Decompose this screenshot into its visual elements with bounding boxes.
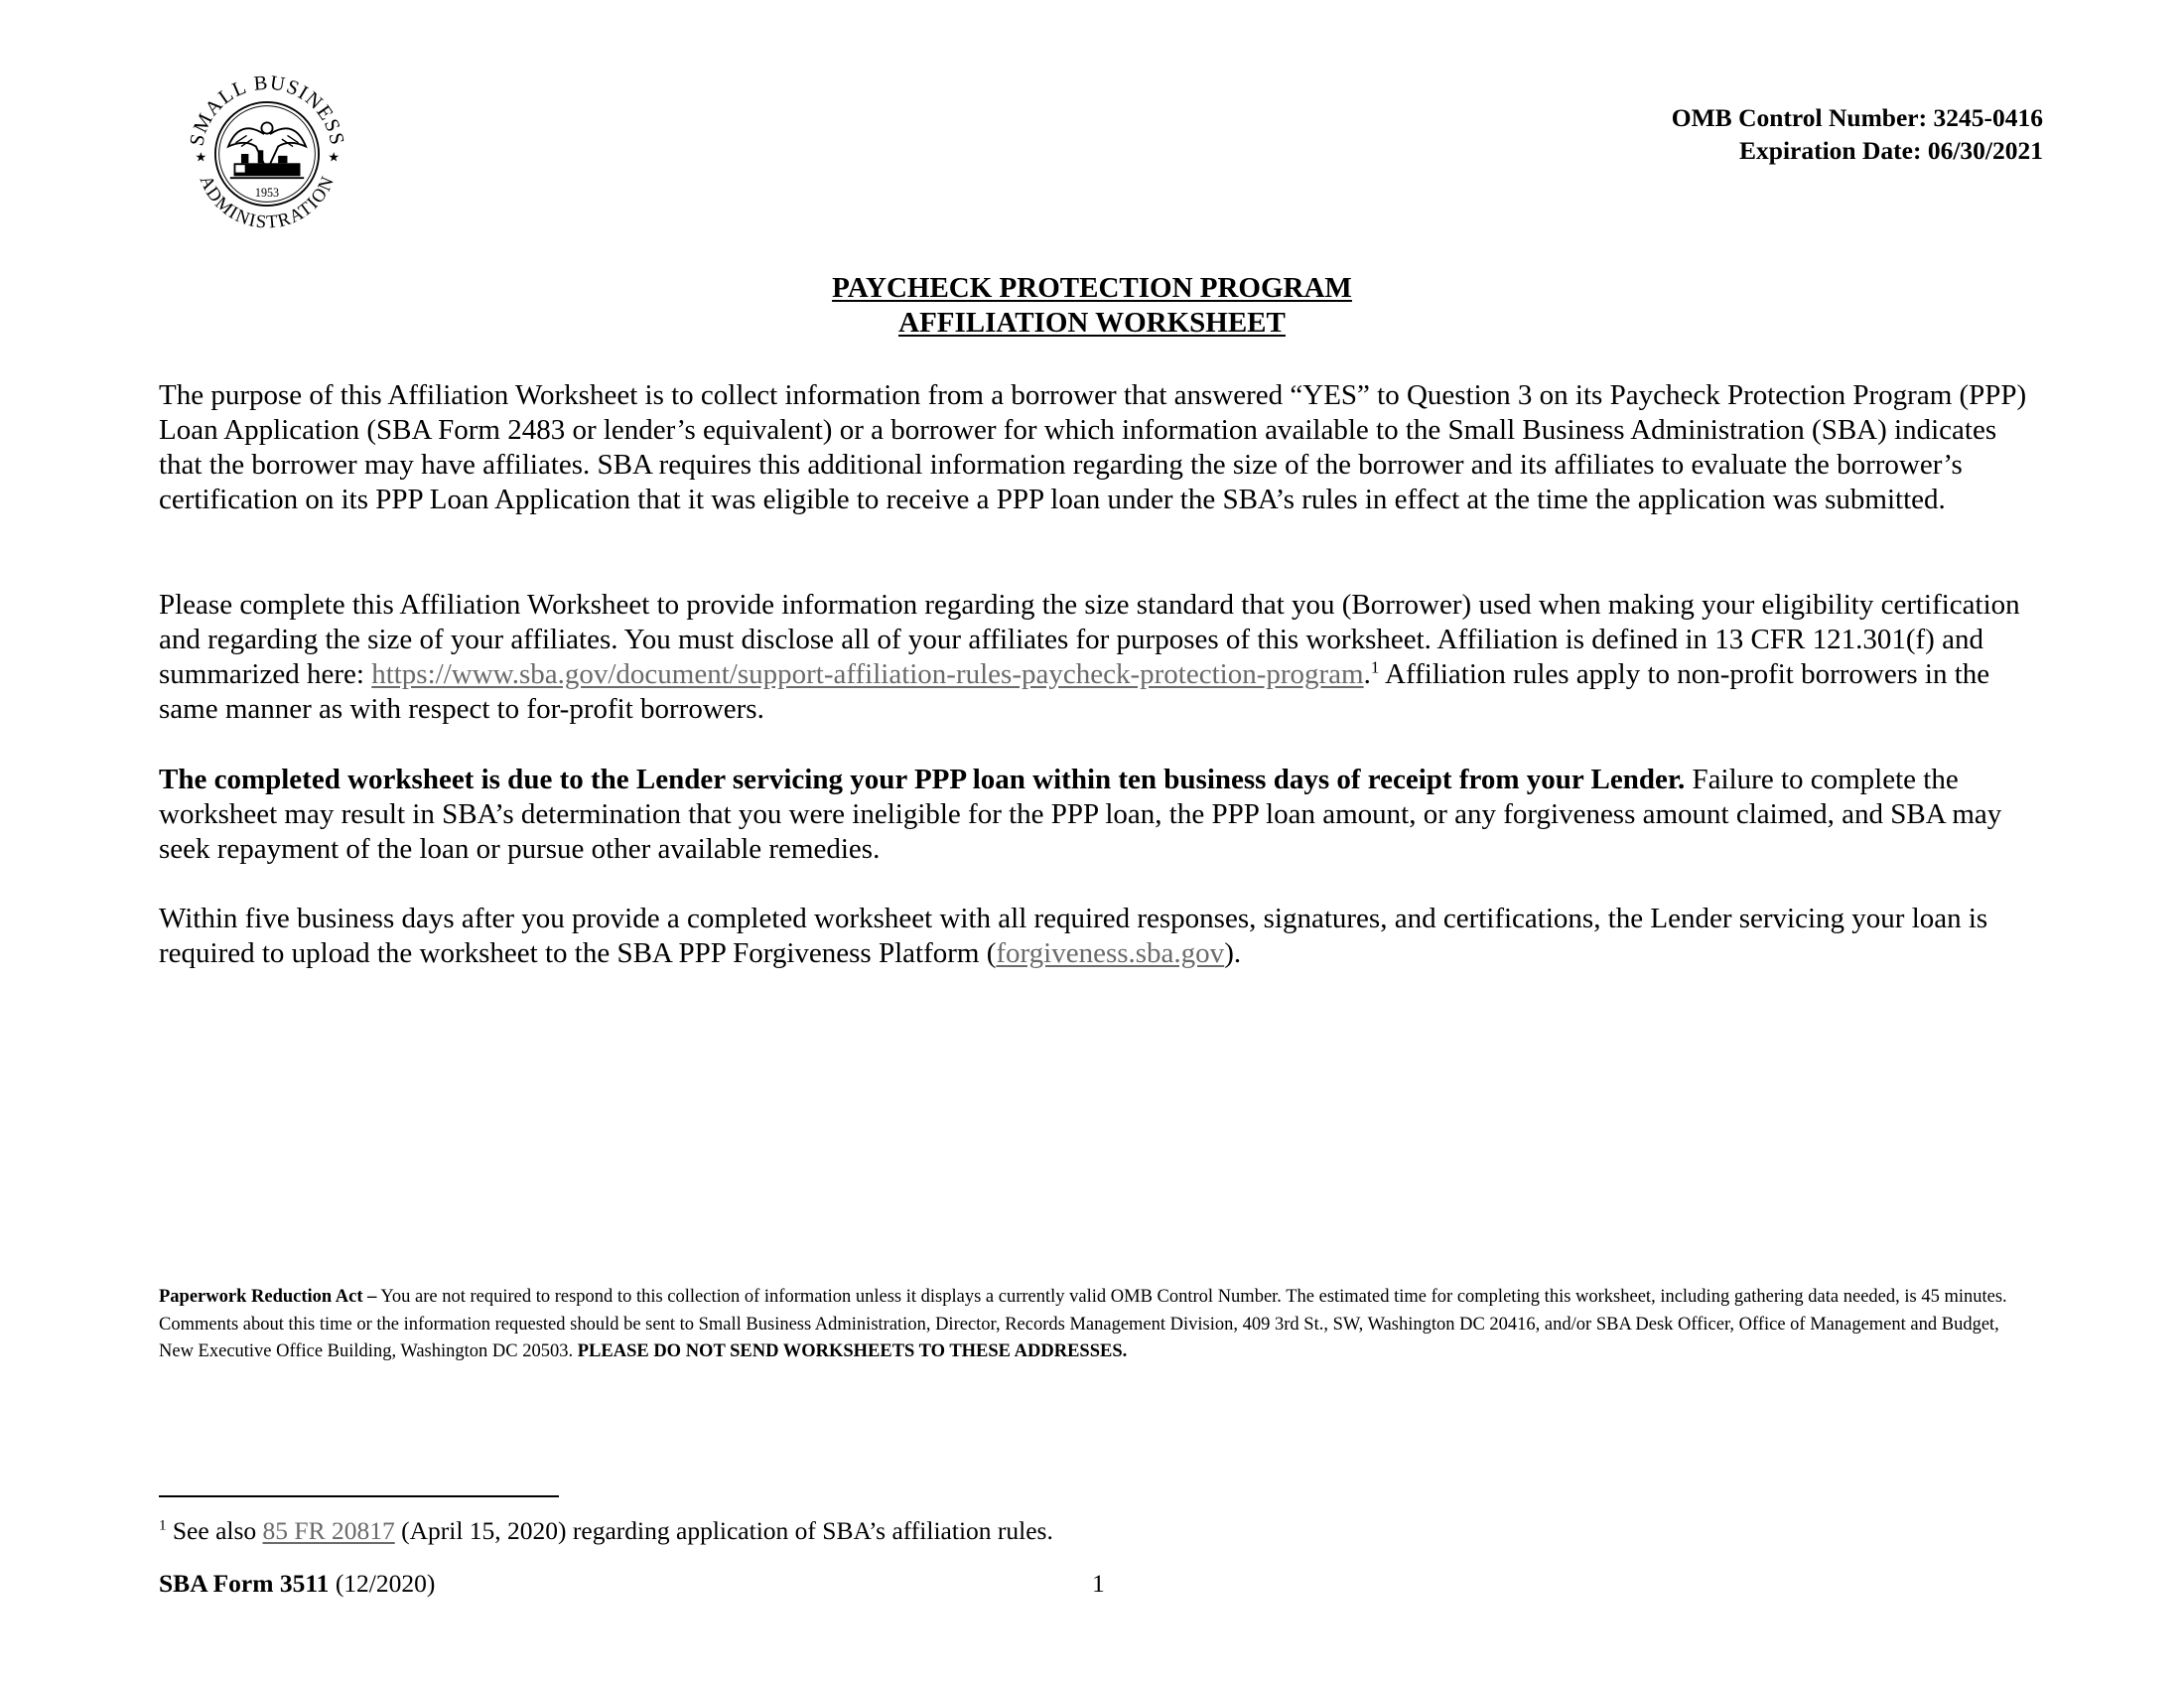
omb-header bbox=[1672, 101, 2043, 167]
svg-text:1953: 1953 bbox=[254, 185, 280, 200]
footnote-divider bbox=[159, 1495, 559, 1497]
footnote-text-end: (April 15, 2020) regarding application of SBA’s affiliation rules. bbox=[394, 1516, 1053, 1545]
instructions-period: . bbox=[1363, 658, 1371, 690]
footnote-marker: 1 bbox=[159, 1517, 167, 1534]
footnote-text: See also bbox=[166, 1516, 263, 1545]
title-line-2: AFFILIATION WORKSHEET bbox=[898, 307, 1286, 339]
page-number: 1 bbox=[1092, 1569, 1105, 1598]
purpose-paragraph bbox=[159, 378, 2045, 517]
sba-seal-logo bbox=[175, 62, 359, 246]
title-line-1: PAYCHECK PROTECTION PROGRAM bbox=[832, 272, 1352, 304]
deadline-bold-text: The completed worksheet is due to the Lender servicing your PPP loan within ten business days of receipt from your Lender. bbox=[159, 764, 1686, 795]
affiliation-rules-link[interactable]: https://www.sba.gov/document/support-affiliation-rules-paycheck-protection-program bbox=[371, 658, 1364, 690]
upload-text: Within five business days after you provide a completed worksheet with all required responses, signatures, and certifications, the Lender servicing your loan is required to upload the worksheet to the SBA PPP Forgiveness Platform ( bbox=[159, 903, 1988, 969]
paperwork-reduction-act bbox=[159, 1284, 2025, 1366]
federal-register-link[interactable]: 85 FR 20817 bbox=[262, 1516, 395, 1545]
pra-text: You are not required to respond to this collection of information unless it displays a currently valid OMB Control Number. The estimated time for completing this worksheet, including gathering data needed, is 45 minutes. Comments about this time or the information requested should be sent to Small Business Administration, Director, Records Management Division, 409 3rd St., SW, Washington DC 20416, and/or SBA Desk Officer, Office of Management and Budget, New Executive Office Building, Washington DC 20503. bbox=[159, 1287, 2007, 1361]
instructions-text: Please complete this Affiliation Worksheet to provide information regarding the size standard that you (Borrower) used when making your eligibility certification and regarding the size of your affiliates. You must disclose all of your affiliates for purposes of this worksheet. Affiliation is defined in 13 CFR 121.301(f) and summarized here: bbox=[159, 589, 2020, 690]
upload-paragraph bbox=[159, 902, 2045, 971]
svg-text:ADMINISTRATION: ADMINISTRATION bbox=[195, 172, 340, 233]
omb-control-number: OMB Control Number: 3245-0416 bbox=[1671, 103, 2043, 132]
form-name: SBA Form 3511 bbox=[159, 1569, 330, 1598]
pra-warning: PLEASE DO NOT SEND WORKSHEETS TO THESE ADDRESSES. bbox=[577, 1341, 1128, 1361]
footnote-reference: 1 bbox=[1370, 657, 1380, 677]
purpose-text: The purpose of this Affiliation Worksheet is to collect information from a borrower that answered “YES” to Question 3 on its Paycheck Protection Program (PPP) Loan Application (SBA Form 2483 or lender’s equivalent) or a borrower for which information available to the Small Business Administration (SBA) indicates that the borrower may have affiliates. SBA requires this additional information regarding the size of the borrower and its affiliates to evaluate the borrower’s certification on its PPP Loan Application that it was eligible to receive a PPP loan under the SBA’s rules in effect at the time the application was submitted. bbox=[159, 379, 2027, 515]
document-title bbox=[0, 271, 2184, 341]
svg-text:SMALL BUSINESS: SMALL BUSINESS bbox=[186, 71, 348, 148]
pra-label: Paperwork Reduction Act – bbox=[159, 1287, 377, 1307]
svg-text:★: ★ bbox=[195, 149, 207, 165]
deadline-paragraph bbox=[159, 763, 2045, 867]
instructions-tail: Affiliation rules apply to non-profit borrowers in the same manner as with respect to for-profit borrowers. bbox=[159, 658, 1990, 725]
upload-text-end: ). bbox=[1224, 937, 1242, 969]
forgiveness-platform-link[interactable]: forgiveness.sba.gov bbox=[996, 937, 1225, 969]
form-identifier bbox=[159, 1567, 435, 1600]
footnote bbox=[159, 1514, 1053, 1547]
form-date: (12/2020) bbox=[329, 1569, 436, 1598]
expiration-date: Expiration Date: 06/30/2021 bbox=[1739, 136, 2043, 165]
deadline-text: Failure to complete the worksheet may result in SBA’s determination that you were ineligible for the PPP loan, the PPP loan amount, or any forgiveness amount claimed, and SBA may seek repayment of the loan or pursue other available remedies. bbox=[159, 764, 2002, 865]
instructions-paragraph bbox=[159, 588, 2045, 727]
svg-text:★: ★ bbox=[328, 149, 341, 165]
